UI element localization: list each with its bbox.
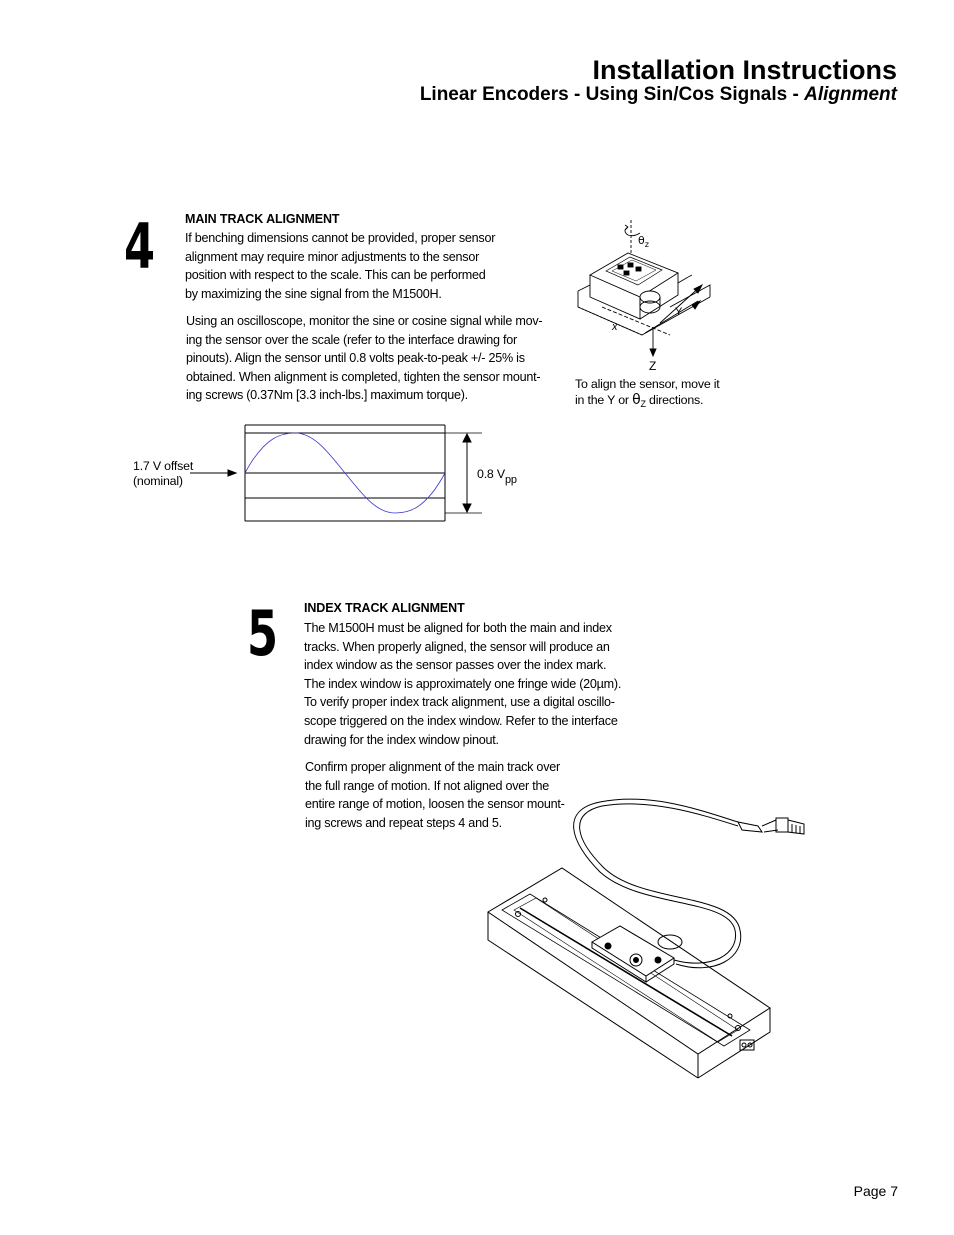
step-4-heading: MAIN TRACK ALIGNMENT bbox=[185, 212, 340, 226]
text-line: alignment may require minor adjustments to the sensor bbox=[185, 249, 480, 264]
encoder-stage-drawing bbox=[480, 780, 820, 1070]
text-line: scope triggered on the index window. Refer to the interface bbox=[304, 713, 618, 728]
page-number: Page 7 bbox=[853, 1183, 898, 1199]
text-line: pinouts). Align the sensor until 0.8 volts peak-to-peak +/- 25% is bbox=[186, 351, 525, 366]
text-line: Confirm proper alignment of the main track over bbox=[305, 760, 560, 774]
text-line: ing screws (0.37Nm [3.3 inch-lbs.] maximum torque). bbox=[186, 388, 468, 403]
oscilloscope-trace-drawing bbox=[190, 420, 490, 530]
theta-symbol: θ bbox=[632, 391, 641, 408]
text-line: position with respect to the scale. This can be performed bbox=[185, 268, 486, 283]
text-line: the full range of motion. If not aligned over the bbox=[305, 778, 549, 793]
sensor-caption bbox=[575, 377, 720, 409]
step-4-paragraph-1 bbox=[185, 229, 495, 303]
theta-z-label: $\theta_z$ bbox=[638, 234, 649, 249]
text-line: index window as the sensor passes over the index mark. bbox=[304, 658, 607, 673]
text-line: To verify proper index track alignment, use a digital oscillo- bbox=[304, 695, 615, 710]
z-axis-label: Z bbox=[649, 359, 657, 373]
page-title: Installation Instructions bbox=[592, 55, 897, 85]
offset-label-line-2: (nominal) bbox=[133, 474, 183, 488]
subtitle-emphasis: Alignment bbox=[804, 84, 897, 105]
sensor-alignment-drawing bbox=[570, 215, 720, 375]
subtitle-main: Linear Encoders - Using Sin/Cos Signals - bbox=[419, 84, 805, 105]
offset-label-line-1: 1.7 V offset bbox=[133, 459, 194, 473]
text-line: obtained. When alignment is completed, tighten the sensor mount- bbox=[186, 369, 541, 384]
text-line: entire range of motion, loosen the sensor mount- bbox=[305, 797, 565, 812]
text-line: Using an oscilloscope, monitor the sine or cosine signal while mov- bbox=[186, 314, 543, 328]
amplitude-subscript: pp bbox=[504, 474, 517, 486]
text-line: ing the sensor over the scale (refer to the interface drawing for bbox=[186, 332, 517, 347]
page-subtitle bbox=[420, 84, 897, 106]
text-line: drawing for the index window pinout. bbox=[304, 732, 499, 747]
step-5-heading: INDEX TRACK ALIGNMENT bbox=[304, 601, 465, 615]
step-4-number: 4 bbox=[124, 210, 156, 283]
text-line: tracks. When properly aligned, the sensor will produce an bbox=[304, 639, 610, 654]
text-line: The index window is approximately one fringe wide (20µm). bbox=[304, 676, 622, 691]
x-axis-label: x bbox=[612, 321, 618, 333]
text-line: The M1500H must be aligned for both the main and index bbox=[304, 621, 612, 635]
step-5-paragraph-1 bbox=[304, 619, 621, 749]
caption-line-2: in the Y or $\theta_Z$ directions. bbox=[575, 391, 704, 409]
text-line: ing screws and repeat steps 4 and 5. bbox=[305, 815, 502, 830]
step-5-number: 5 bbox=[247, 597, 279, 670]
caption-line-1: To align the sensor, move it bbox=[575, 377, 720, 391]
step-4-paragraph-2 bbox=[186, 312, 542, 405]
text-line: by maximizing the sine signal from the M1500H. bbox=[185, 286, 442, 301]
theta-subscript: Z bbox=[640, 398, 646, 409]
amplitude-label: 0.8 Vpp bbox=[477, 467, 517, 486]
y-axis-label: Y bbox=[675, 306, 683, 318]
offset-label bbox=[133, 459, 193, 489]
text-line: If benching dimensions cannot be provided, proper sensor bbox=[185, 231, 496, 245]
